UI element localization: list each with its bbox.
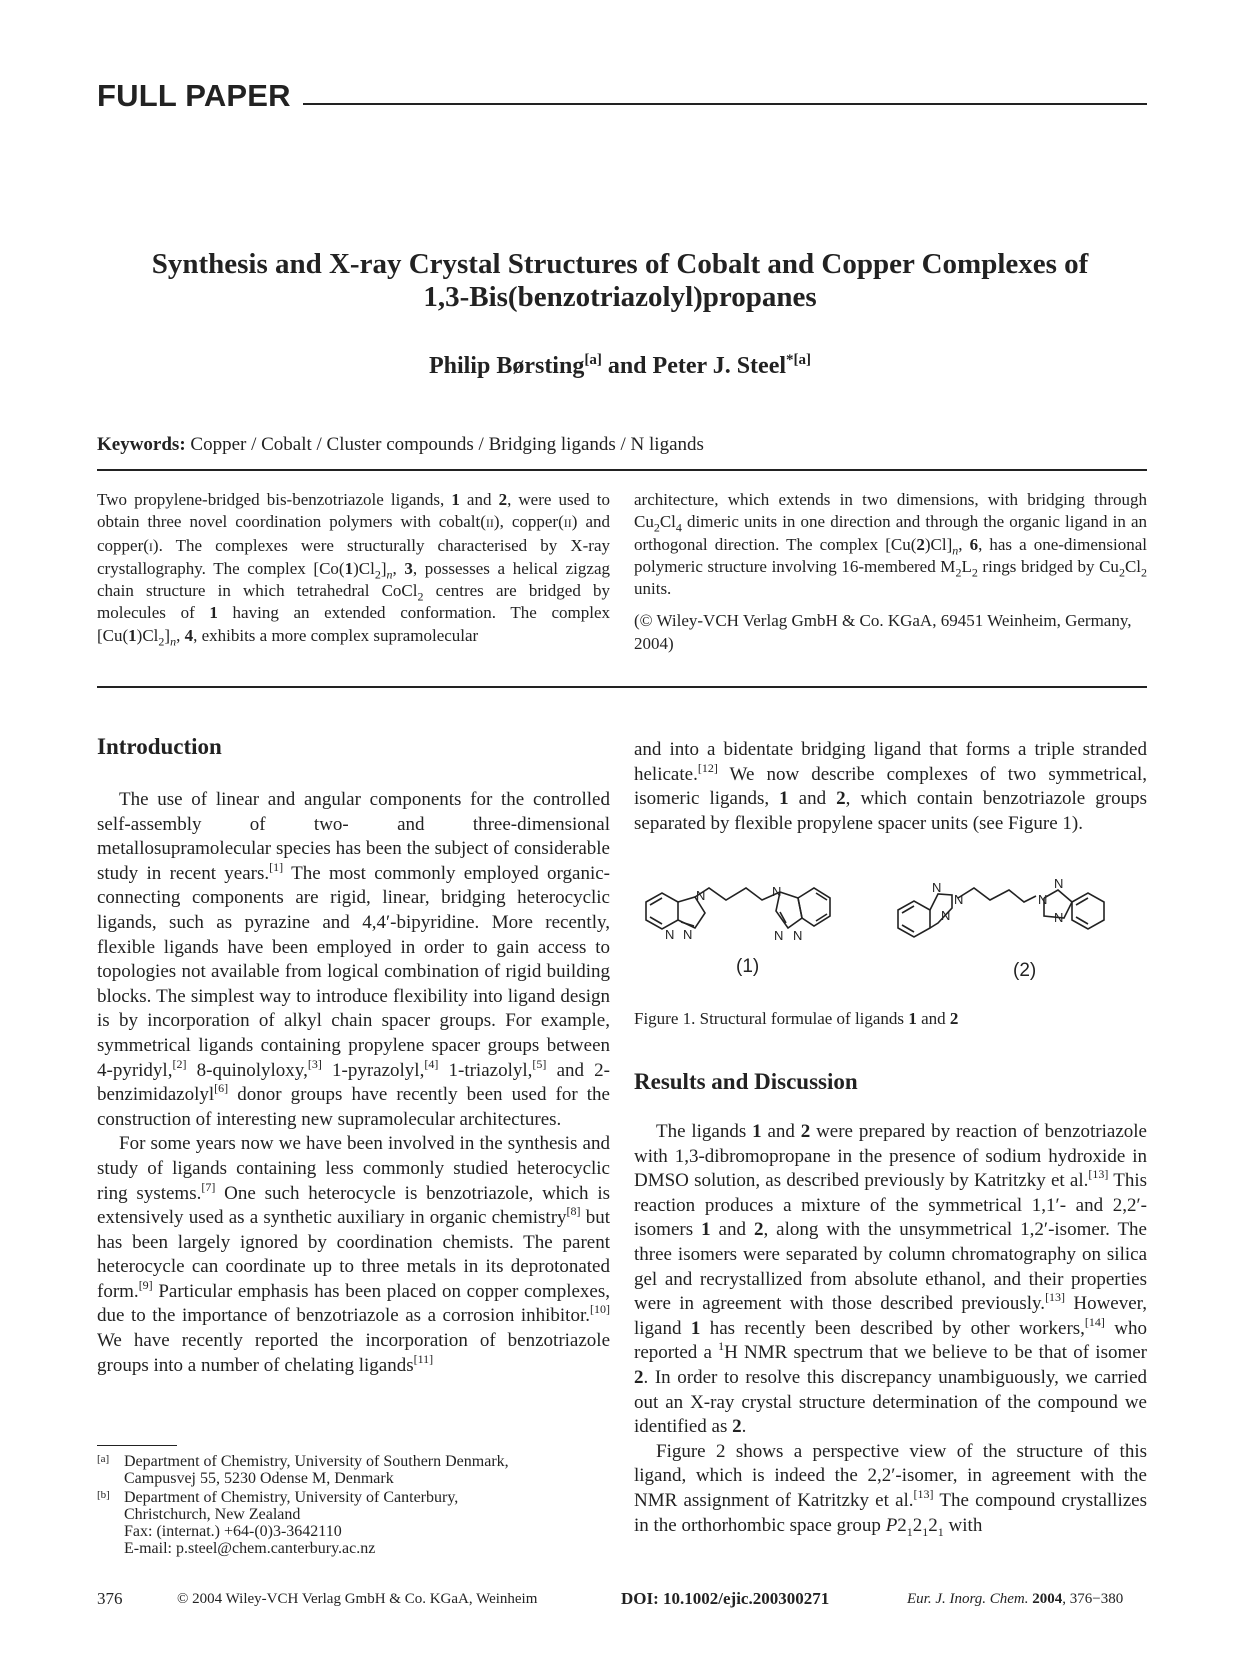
- abstract-right: architecture, which extends in two dimensions, with bridging through $Cu_2Cl_4$ dimeric units in one direction and through the organic ligand in an orthogonal direction. The complex $[Cu(2)Cl]_n$, 6, has a one-dimensional polymeric structure involving 16-membered $M_2L_2$ rings bridged by $Cu_2Cl_2$ units. (© Wiley-VCH Verlag GmbH & Co. KGaA, 69451 Weinheim, Germany, 2004): [634, 489, 1147, 655]
- svg-text:N: N: [683, 927, 693, 942]
- figure-label-2: (2): [1013, 960, 1037, 981]
- svg-text:N: N: [1038, 892, 1048, 907]
- structural-formulae-figure: [634, 860, 1147, 990]
- svg-text:N: N: [1054, 876, 1064, 891]
- svg-text:N: N: [941, 908, 951, 923]
- title-line-2: 1,3-Bis(benzotriazolyl)propanes: [423, 281, 817, 313]
- affiliation-mark-2: *[a]: [786, 352, 812, 368]
- svg-text:N: N: [772, 884, 782, 899]
- svg-text:N: N: [774, 928, 784, 943]
- introduction-continued: and into a bidentate bridging ligand that forms a triple stranded helicate.[12] We now describe complexes of two symmetrical, isomeric ligands, 1 and 2, which contain benzotriazole groups separated by flexible propylene spacer units (see Figure 1).: [634, 739, 1147, 834]
- keywords-label: Keywords:: [97, 434, 186, 455]
- affiliation-mark-1: [a]: [584, 352, 602, 368]
- svg-text:N: N: [665, 927, 675, 942]
- section-heading-results: Results and Discussion: [634, 1069, 858, 1094]
- footer-doi: DOI: 10.1002/ejic.200300271: [621, 1589, 830, 1608]
- header-rule: [303, 103, 1147, 105]
- running-header: FULL PAPER: [97, 78, 291, 113]
- authors-and: and: [607, 353, 647, 379]
- abstract-rule: [97, 686, 1147, 688]
- footnote-b: Department of Chemistry, University of Canterbury, Christchurch, New Zealand Fax: (internat.) +64-(0)3-3642110 E-mail: p.steel@chem.canterbury.ac.nz: [124, 1489, 459, 1557]
- footer-copyright: © 2004 Wiley-VCH Verlag GmbH & Co. KGaA, Weinheim: [177, 1591, 538, 1607]
- page-number: 376: [97, 1589, 123, 1608]
- journal-pages: , 376−380: [1062, 1591, 1124, 1607]
- keywords: [97, 434, 704, 456]
- svg-text:N: N: [1054, 910, 1064, 925]
- section-heading-introduction: Introduction: [97, 734, 222, 759]
- footer-citation: [907, 1591, 1123, 1608]
- svg-text:N: N: [932, 880, 942, 895]
- footnote-a: Department of Chemistry, University of Southern Denmark, Campusvej 55, 5230 Odense M, Denmark: [124, 1453, 509, 1487]
- author-list: [80, 352, 1160, 380]
- figure-caption: Figure 1. Structural formulae of ligands 1 and 2: [634, 1009, 959, 1028]
- abstract-copyright: (© Wiley-VCH Verlag GmbH & Co. KGaA, 69451 Weinheim, Germany, 2004): [634, 611, 1132, 653]
- journal-year: 2004: [1032, 1591, 1063, 1607]
- keywords-text: Copper / Cobalt / Cluster compounds / Bridging ligands / N ligands: [190, 434, 704, 455]
- figure-label-1: (1): [736, 956, 760, 977]
- introduction-text: The use of linear and angular components for the controlled self-assembly of two- and three-dimensional metallosupramolecular species has been the subject of considerable study in recent years.[1] The most commonly employed organic-connecting components are rigid, linear, bridging heterocyclic ligands, such as pyrazine and 4,4′-bipyridine. More recently, flexible ligands have been employed in order to gain access to topologies not available from logical combination of rigid building blocks. The simplest way to introduce flexibility into ligand design is by incorporation of alkyl chain spacer groups. For example, symmetrical ligands containing propylene spacer groups between 4-pyridyl,[2] 8-quinolyloxy,[3] 1-pyrazolyl,[4] 1-triazolyl,[5] and 2-benzimidazolyl[6] donor groups have recently been used for the construction of interesting new supramolecular architectures. For some years now we have been involved in the synthesis and study of ligands containing less commonly studied heterocyclic ring systems.[7] One such heterocycle is benzotriazole, which is extensively used as a synthetic auxiliary in organic chemistry[8] but has been largely ignored by coordination chemists. The parent heterocycle can coordinate up to three metals in its deprotonated form.[9] Particular emphasis has been placed on copper complexes, due to the importance of benzotriazole as a corrosion inhibitor.[10] We have recently reported the incorporation of benzotriazole groups into a number of chelating ligands[11]: [97, 789, 611, 1376]
- title-line-1: Synthesis and X-ray Crystal Structures of Cobalt and Copper Complexes of: [151, 248, 1089, 280]
- author-1: Philip Børsting: [428, 353, 585, 379]
- paper-title: [80, 248, 1160, 314]
- footnote-b-mark: [b]: [97, 1489, 110, 1501]
- footnote-a-mark: [a]: [97, 1453, 110, 1465]
- journal-name: Eur. J. Inorg. Chem.: [907, 1591, 1029, 1607]
- abstract-left: Two propylene-bridged bis-benzotriazole ligands, 1 and 2, were used to obtain three novel coordination polymers with cobalt(II), copper(II) and copper(I). The complexes were structurally characterised by X-ray crystallography. The complex $[Co(1)Cl_2]_n$, 3, possesses a helical zigzag chain structure in which tetrahedral CoCl$_2$ centres are bridged by molecules of 1 having an extended conformation. The complex $[Cu(1)Cl_2]_n$, 4, exhibits a more complex supramolecular: [97, 490, 610, 649]
- svg-text:N: N: [954, 892, 964, 907]
- footnote-rule: [97, 1445, 177, 1446]
- keywords-rule: [97, 469, 1147, 471]
- svg-text:N: N: [793, 928, 803, 943]
- author-2: Peter J. Steel: [652, 353, 787, 379]
- svg-text:N: N: [696, 888, 706, 903]
- results-text: The ligands 1 and 2 were prepared by reaction of benzotriazole with 1,3-dibromopropane in the presence of sodium hydroxide in DMSO solution, as described previously by Katritzky et al.[13] This reaction produces a mixture of the symmetrical 1,1′- and 2,2′-isomers 1 and 2, along with the unsymmetrical 1,2′-isomer. The three isomers were separated by column chromatography on silica gel and recrystallized from absolute ethanol, and their properties were in agreement with those described previously.[13] However, ligand 1 has recently been described by other workers,[14] who reported a $^1$H NMR spectrum that we believe to be that of isomer 2. In order to resolve this discrepancy unambiguously, we carried out an X-ray crystal structure determination of the compound we identified as 2. Figure 2 shows a perspective view of the structure of this ligand, which is indeed the 2,2′-isomer, in agreement with the NMR assignment of Katritzky et al.[13] The compound crystallizes in the orthorhombic space group $P2_12_12_1$ with: [634, 1121, 1148, 1539]
